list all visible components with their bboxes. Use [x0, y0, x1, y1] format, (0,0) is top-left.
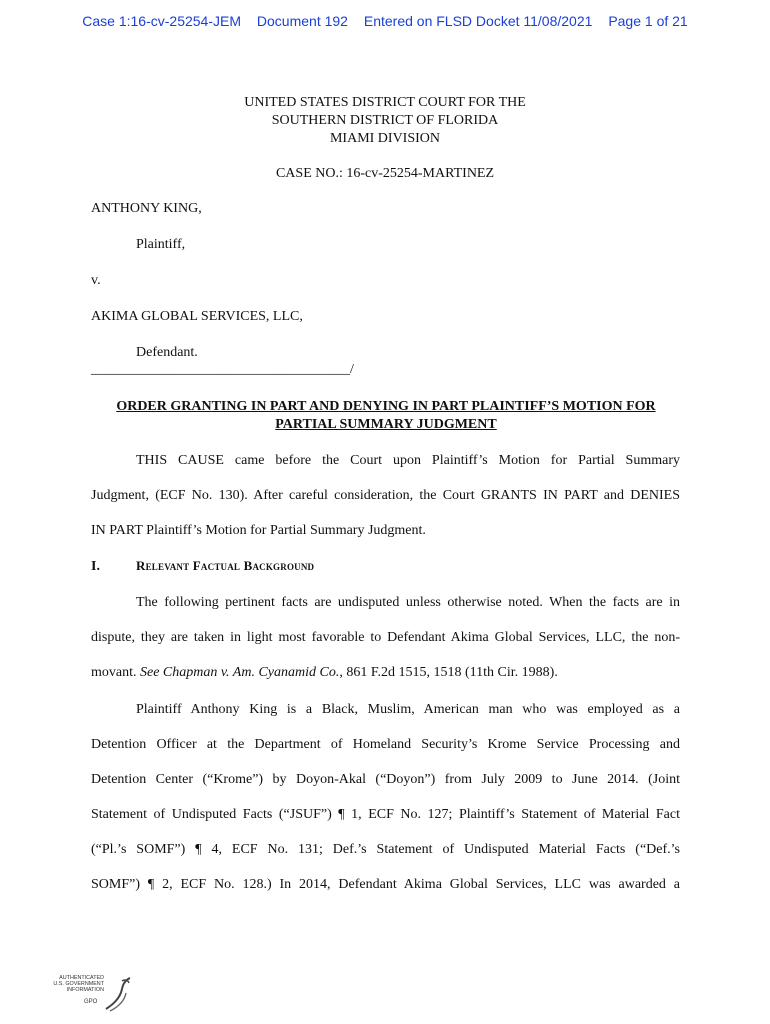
versus: v. [91, 273, 101, 288]
intro-paragraph [91, 443, 680, 548]
docket-document-number: Document 192 [256, 13, 348, 29]
facts-paragraph [91, 692, 680, 902]
facts-intro-paragraph [91, 585, 680, 690]
citation-reporter: , 861 F.2d 1515, 1518 (11th Cir. 1988). [339, 665, 558, 680]
defendant-role: Defendant. [136, 345, 198, 360]
caption-separator: _____________________________________/ [91, 362, 354, 377]
docket-header [0, 13, 770, 29]
facts-line-1: Plaintiff Anthony King is a Black, Muslim, American man who was employed as a [136, 702, 680, 717]
court-name-line-1: UNITED STATES DISTRICT COURT FOR THE [244, 95, 526, 110]
defendant-name: AKIMA GLOBAL SERVICES, LLC, [91, 309, 303, 324]
docket-case-number: Case 1:16-cv-25254-JEM [82, 13, 242, 29]
facts-line-3: Detention Center (“Krome”) by Doyon-Akal (“Doyon”) from July 2009 to June 2014. (Joint [91, 772, 680, 787]
facts-line-6: SOMF”) ¶ 2, ECF No. 128.) In 2014, Defendant Akima Global Services, LLC was awarded a [91, 877, 680, 892]
facts-line-5: (“Pl.’s SOMF”) ¶ 4, ECF No. 131; Def.’s Statement of Undisputed Material Facts (“Def.’s [91, 842, 680, 857]
facts-line-4: Statement of Undisputed Facts (“JSUF”) ¶ 1, ECF No. 127; Plaintiff’s Statement of Material Fact [91, 807, 680, 822]
order-title-line-1: ORDER GRANTING IN PART AND DENYING IN PART PLAINTIFF’S MOTION FOR [116, 399, 656, 414]
gpo-authentication-seal: AUTHENTICATED U.S. GOVERNMENT INFORMATION GPO [44, 975, 134, 1015]
intro-line-1: THIS CAUSE came before the Court upon Plaintiff’s Motion for Partial Summary [136, 453, 680, 468]
section-heading [91, 558, 314, 575]
court-division: MIAMI DIVISION [329, 131, 441, 146]
plaintiff-role: Plaintiff, [136, 237, 186, 252]
facts-intro-line-3 [91, 655, 680, 690]
facts-line-2: Detention Officer at the Department of Homeland Security’s Krome Service Processing and [91, 737, 680, 752]
order-title-line-2: PARTIAL SUMMARY JUDGMENT [275, 417, 497, 432]
facts-intro-line-1: The following pertinent facts are undisputed unless otherwise noted. When the facts are in [136, 595, 680, 610]
intro-line-3: IN PART Plaintiff’s Motion for Partial Summary Judgment. [91, 523, 426, 538]
court-name-line-2: SOUTHERN DISTRICT OF FLORIDA [271, 113, 499, 128]
case-citation: See Chapman v. Am. Cyanamid Co. [140, 665, 340, 680]
citation-signal: movant. [91, 665, 140, 680]
docket-page-number: Page 1 of 21 [608, 13, 688, 29]
case-number: CASE NO.: 16-cv-25254-MARTINEZ [275, 166, 495, 181]
intro-line-2: Judgment, (ECF No. 130). After careful consideration, the Court GRANTS IN PART and DENIES [91, 488, 680, 503]
facts-intro-line-2: dispute, they are taken in light most favorable to Defendant Akima Global Services, LLC, the non- [91, 630, 680, 645]
eagle-seal-icon [102, 975, 132, 1015]
plaintiff-name: ANTHONY KING, [91, 201, 202, 216]
section-number: I. [91, 559, 100, 574]
section-title: Relevant Factual Background [136, 558, 315, 573]
docket-entered-date: Entered on FLSD Docket 11/08/2021 [363, 13, 593, 29]
